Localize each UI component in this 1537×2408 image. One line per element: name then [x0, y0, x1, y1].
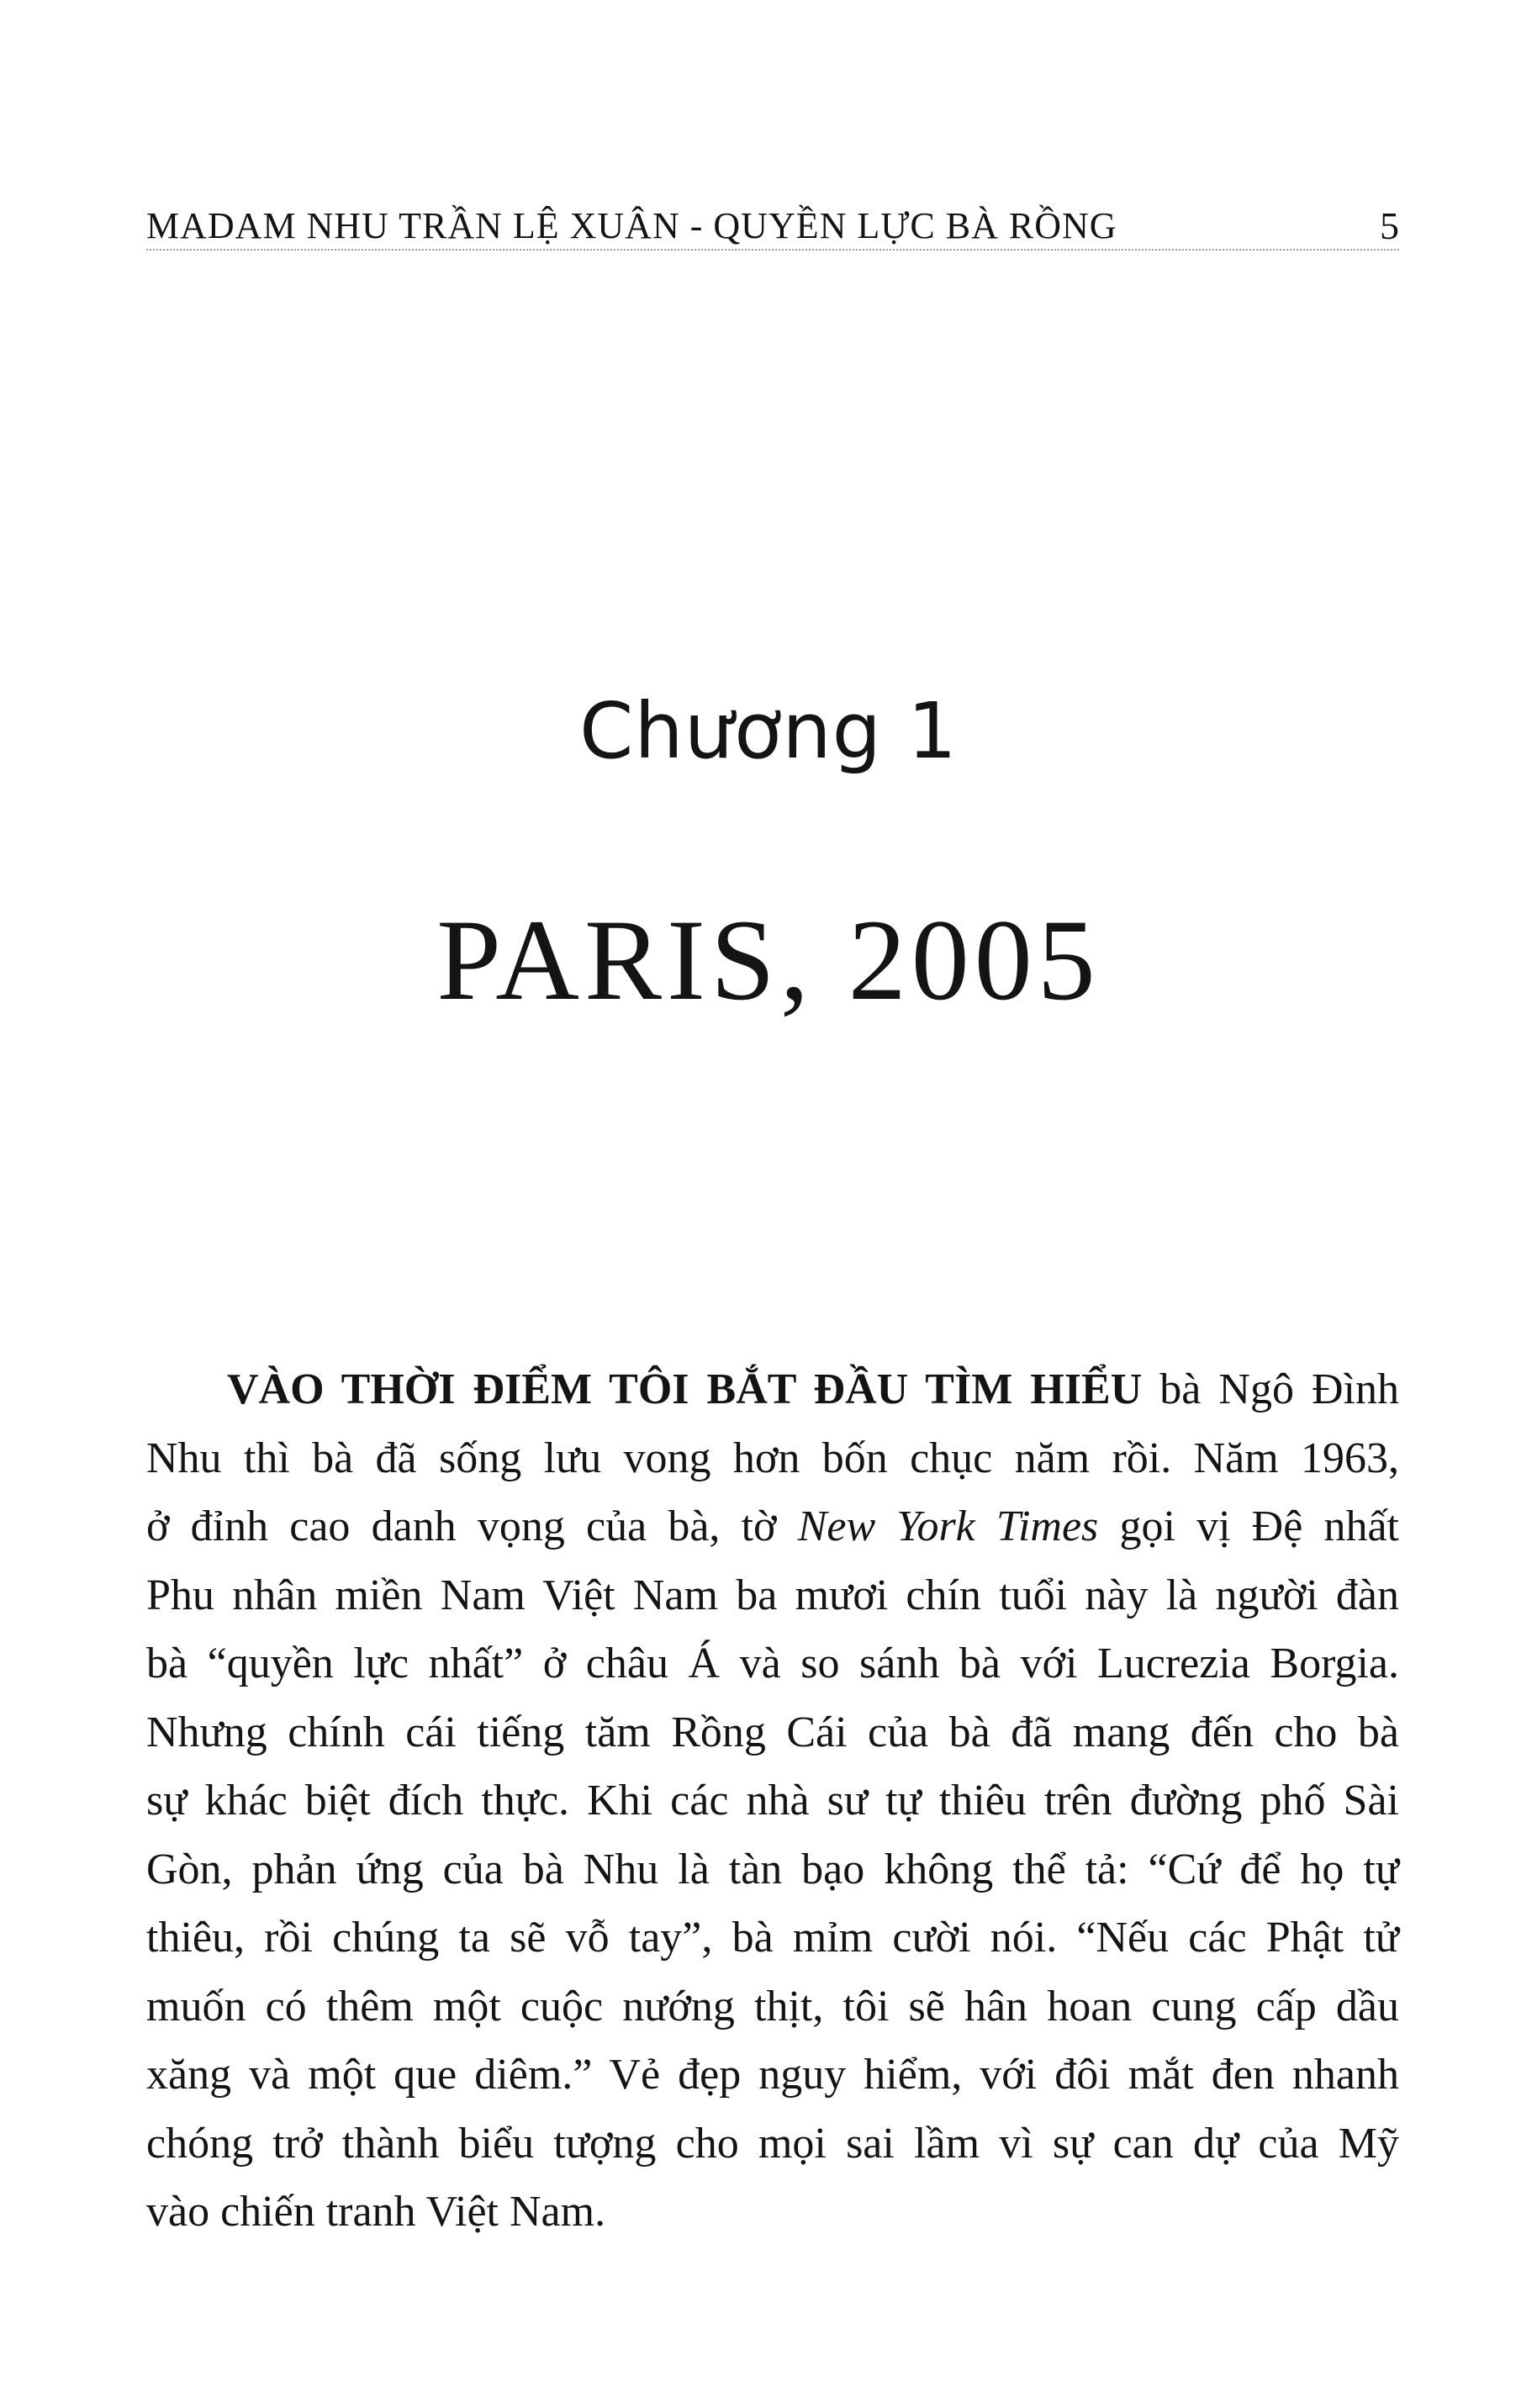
paragraph-line-9: thiêu, rồi chúng ta sẽ vỗ tay”, bà mỉm cười nói. “Nếu các Phật tử	[146, 1914, 1399, 1962]
running-header	[146, 200, 1416, 252]
paragraph-line-7: sự khác biệt đích thực. Khi các nhà sư tự thiêu trên đường phố Sài	[146, 1777, 1399, 1824]
line-3-start: ở đỉnh cao danh vọng của bà, tờ	[146, 1502, 798, 1550]
header-rule	[146, 249, 1399, 251]
line-3-end: gọi vị Đệ nhất	[1098, 1502, 1400, 1550]
paragraph-line-12: chóng trở thành biểu tượng cho mọi sai lầm vì sự can dự của Mỹ	[146, 2119, 1399, 2168]
paragraph-line-13: vào chiến tranh Việt Nam.	[146, 2188, 606, 2236]
chapter-label: Chương 1	[579, 686, 958, 776]
body-paragraph	[146, 1355, 1399, 2247]
paragraph-line-3	[146, 1492, 1399, 1561]
paragraph-line-8: Gòn, phản ứng của bà Nhu là tàn bạo không thể tả: “Cứ để họ tự	[146, 1845, 1399, 1893]
line-1-rest: bà Ngô Đình	[1142, 1365, 1399, 1413]
lead-in-text: VÀO THỜI ĐIỂM TÔI BẮT ĐẦU TÌM HIỂU	[227, 1365, 1143, 1413]
paragraph-line-2: Nhu thì bà đã sống lưu vong hơn bốn chục năm rồi. Năm 1963,	[146, 1434, 1399, 1482]
chapter-title: PARIS, 2005	[436, 895, 1101, 1025]
paragraph-line-6: Nhưng chính cái tiếng tăm Rồng Cái của bà đã mang đến cho bà	[146, 1708, 1399, 1756]
paragraph-line-11: xăng và một que diêm.” Vẻ đẹp nguy hiểm, với đôi mắt đen nhanh	[146, 2051, 1399, 2099]
paragraph-line-1	[146, 1355, 1399, 1424]
paragraph-line-5: bà “quyền lực nhất” ở châu Á và so sánh bà với Lucrezia Borgia.	[146, 1640, 1399, 1687]
running-title: MADAM NHU TRẦN LỆ XUÂN - QUYỀN LỰC BÀ RỒNG	[146, 205, 1117, 246]
paragraph-line-10: muốn có thêm một cuộc nướng thịt, tôi sẽ hân hoan cung cấp dầu	[146, 1982, 1399, 2030]
page-number: 5	[1380, 204, 1399, 247]
paragraph-line-4: Phu nhân miền Nam Việt Nam ba mươi chín tuổi này là người đàn	[146, 1571, 1399, 1619]
newspaper-title: New York Times	[797, 1502, 1099, 1550]
